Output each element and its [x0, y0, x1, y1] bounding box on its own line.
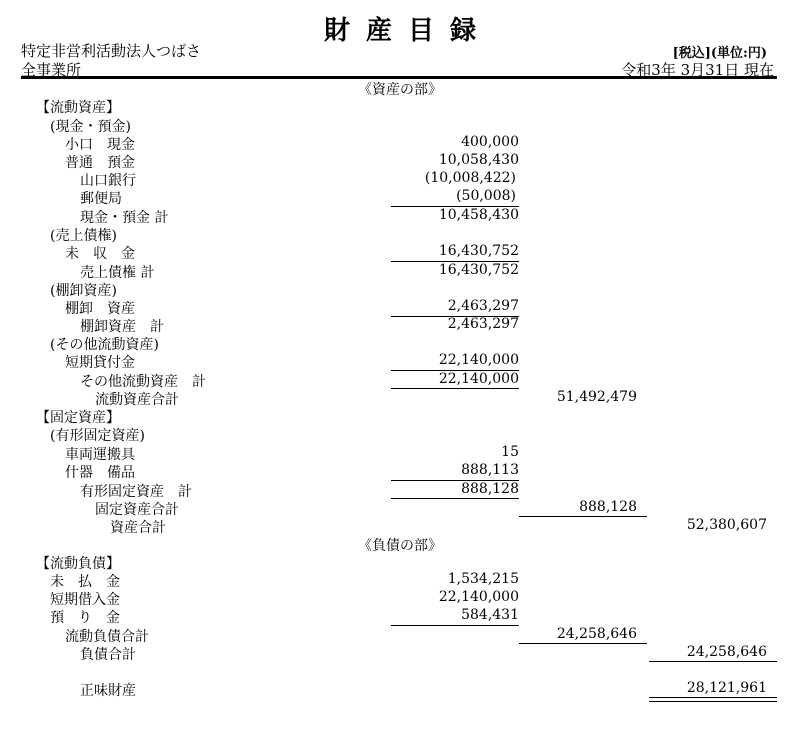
- vehicles-value: 15: [501, 444, 519, 460]
- tax-unit-note: [税込](単位:円): [672, 46, 767, 61]
- short-term-borrowings-value: 22,140,000: [438, 589, 519, 605]
- fixed-assets-heading: 【固定資産】: [36, 410, 120, 426]
- deposits-received-label: 預 り 金: [50, 610, 120, 626]
- receivables-group-heading: (売上債権): [50, 228, 117, 244]
- other-current-group-heading: (その他流動資産): [50, 337, 159, 353]
- liabilities-total-value: 24,258,646: [686, 644, 767, 660]
- current-liabilities-subtotal-rule: [391, 625, 519, 626]
- current-liabilities-total-value: 24,258,646: [556, 626, 637, 642]
- deposits-received-value: 584,431: [461, 607, 519, 623]
- inventory-total-value: 2,463,297: [447, 316, 519, 332]
- yamaguchi-bank-label: 山口銀行: [80, 173, 136, 189]
- fixed-assets-total-label: 固定資産合計: [95, 502, 179, 518]
- receivables-total-value: 16,430,752: [438, 262, 519, 278]
- as-of-date: 令和3年 3月31日 現在: [621, 61, 774, 79]
- inventory-total-label: 棚卸資産 計: [80, 319, 164, 335]
- vehicles-label: 車両運搬具: [65, 447, 135, 463]
- title-char: 財: [323, 16, 350, 46]
- title-char: 産: [365, 16, 392, 46]
- post-office-label: 郵便局: [80, 191, 122, 207]
- cash-total-label: 現金・預金 計: [80, 210, 169, 226]
- receivables-total-label: 売上債権 計: [80, 265, 155, 281]
- fixed-assets-total-rule: [519, 516, 647, 517]
- fixtures-label: 什器 備品: [65, 465, 135, 481]
- short-term-loans-value: 22,140,000: [438, 352, 519, 368]
- petty-cash-value: 400,000: [461, 134, 519, 150]
- short-term-loans-label: 短期貸付金: [65, 355, 135, 371]
- liabilities-total-rule: [649, 661, 777, 662]
- assets-total-value: 52,380,607: [686, 517, 767, 533]
- net-assets-label: 正味財産: [80, 683, 136, 699]
- current-assets-heading: 【流動資産】: [36, 100, 120, 116]
- accounts-payable-value: 1,534,215: [447, 571, 519, 587]
- inventory-value: 2,463,297: [447, 298, 519, 314]
- inventory-label: 棚卸 資産: [65, 301, 135, 317]
- other-current-total-value: 22,140,000: [438, 371, 519, 387]
- division-name: 全事業所: [21, 61, 82, 79]
- tangible-total-value: 888,128: [461, 481, 519, 497]
- inventory-group-heading: (棚卸資産): [50, 283, 117, 299]
- accounts-payable-label: 未 払 金: [50, 574, 120, 590]
- title-char: 目: [408, 16, 435, 46]
- cash-group-heading: (現金・預金): [50, 119, 131, 135]
- other-current-total-rule: [391, 388, 519, 389]
- tangible-group-heading: (有形固定資産): [50, 428, 145, 444]
- assets-section-heading: 《資産の部》: [358, 82, 442, 98]
- fixtures-value: 888,113: [461, 462, 519, 478]
- current-liabilities-heading: 【流動負債】: [36, 556, 120, 572]
- net-assets-double-rule: [649, 697, 777, 702]
- ordinary-deposit-label: 普通 預金: [65, 155, 135, 171]
- cash-total-value: 10,458,430: [438, 207, 519, 223]
- liabilities-section-heading: 《負債の部》: [358, 538, 442, 554]
- current-liabilities-total-label: 流動負債合計: [65, 629, 149, 645]
- fixed-assets-total-value: 888,128: [579, 499, 637, 515]
- organization-name: 特定非営利活動法人つばさ: [21, 42, 202, 60]
- post-office-value: (50,008): [456, 188, 516, 204]
- title-char: 録: [450, 16, 477, 46]
- current-assets-total-value: 51,492,479: [556, 389, 637, 405]
- net-assets-value: 28,121,961: [686, 680, 767, 696]
- other-current-total-label: その他流動資産 計: [80, 374, 206, 390]
- ordinary-deposit-value: 10,058,430: [438, 152, 519, 168]
- tangible-total-label: 有形固定資産 計: [80, 484, 192, 500]
- current-assets-total-label: 流動資産合計: [95, 392, 179, 408]
- assets-total-label: 資産合計: [110, 520, 166, 536]
- petty-cash-label: 小口 現金: [65, 137, 135, 153]
- accounts-receivable-label: 未 収 金: [65, 246, 135, 262]
- liabilities-total-label: 負債合計: [80, 647, 136, 663]
- yamaguchi-bank-value: (10,008,422): [424, 170, 516, 186]
- accounts-receivable-value: 16,430,752: [438, 243, 519, 259]
- tangible-total-rule: [391, 498, 519, 499]
- current-liabilities-total-rule: [519, 643, 647, 644]
- short-term-borrowings-label: 短期借入金: [50, 592, 120, 608]
